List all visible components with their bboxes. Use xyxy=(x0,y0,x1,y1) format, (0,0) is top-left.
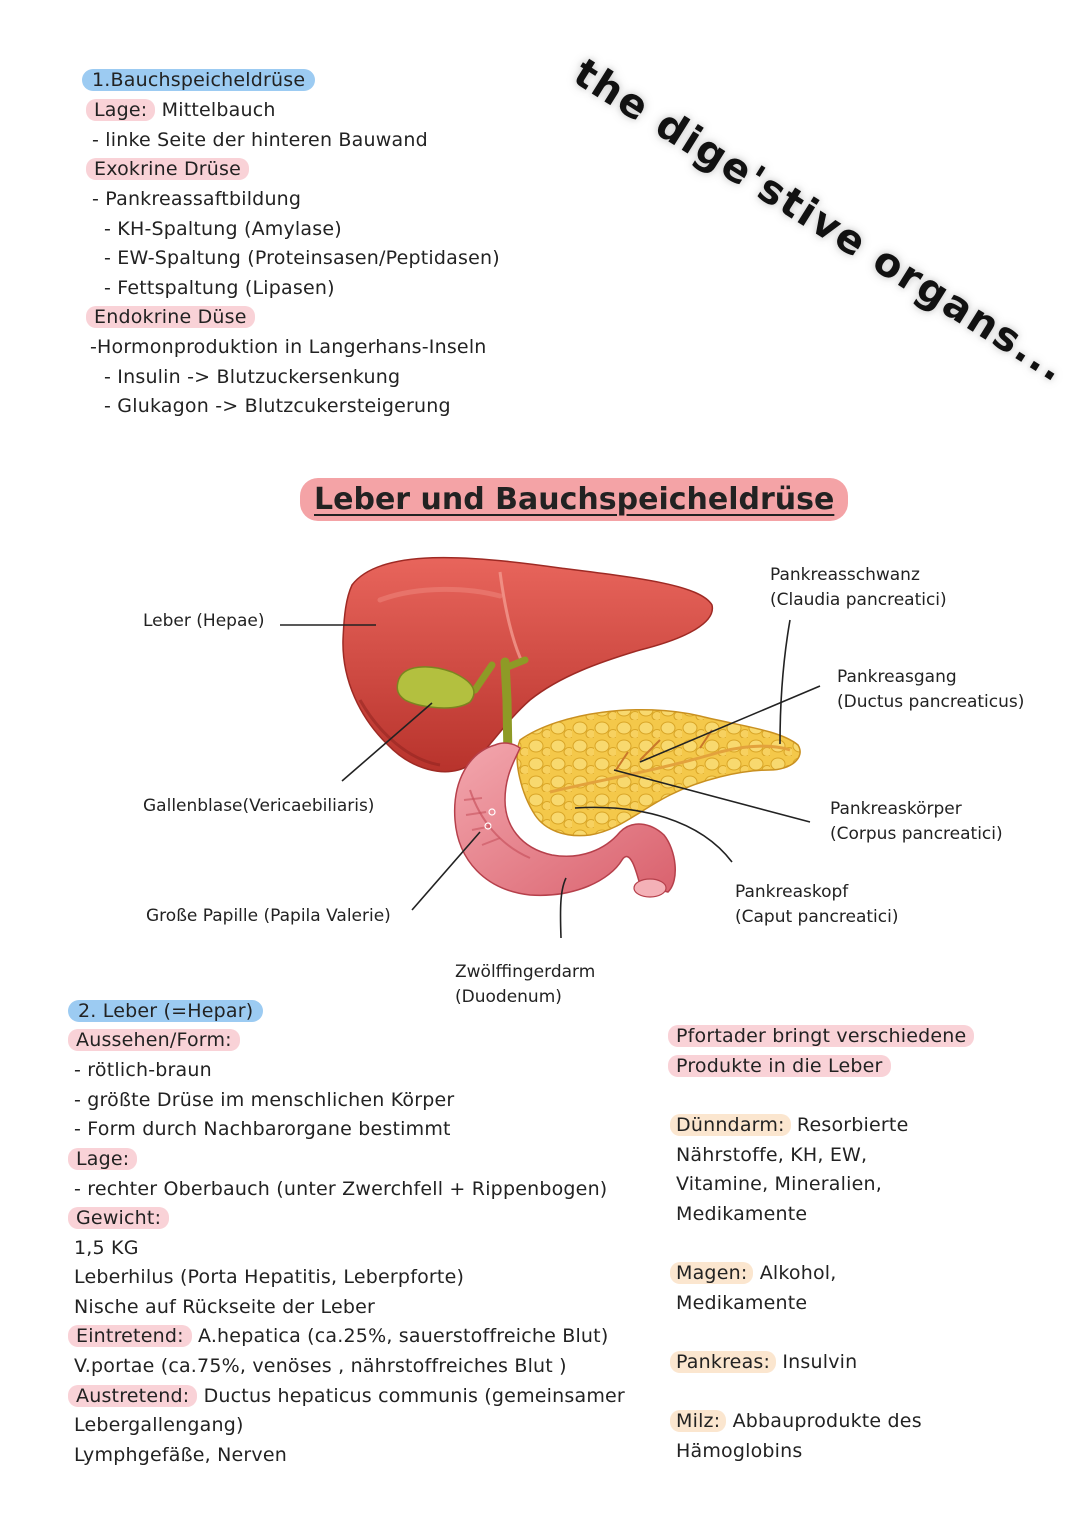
sidebar-duenndarm-line: Nährstoffe, KH, EW, xyxy=(676,1144,868,1166)
section2-aussehen-line: - Form durch Nachbarorgane bestimmt xyxy=(74,1118,451,1140)
section1-endo-line: - Insulin -> Blutzuckersenkung xyxy=(104,366,401,388)
label-pankreasschwanz-latin: (Claudia pancreatici) xyxy=(770,590,947,610)
stamp-title: the dige'stive organs... xyxy=(565,50,1075,392)
sidebar-pankreas: Pankreas: Insulvin xyxy=(670,1348,857,1376)
section2-hilus-line: Nische auf Rückseite der Leber xyxy=(74,1296,376,1318)
section1-exo-line: - Fettspaltung (Lipasen) xyxy=(104,277,335,299)
section1-exo-line: - EW-Spaltung (Proteinsasen/Peptidasen) xyxy=(104,247,500,269)
section2-gewicht-label: Gewicht: xyxy=(68,1204,169,1232)
sidebar-milz-line2: Hämoglobins xyxy=(676,1440,803,1462)
diagram-title: Leber und Bauchspeicheldrüse xyxy=(300,478,848,521)
label-pankreasschwanz: Pankreasschwanz xyxy=(770,565,920,585)
section2-aussehen-line: - größte Drüse im menschlichen Körper xyxy=(74,1089,455,1111)
section1-heading: 1.Bauchspeicheldrüse xyxy=(82,66,315,94)
label-papille: Große Papille (Papila Valerie) xyxy=(146,906,391,926)
label-duodenum-latin: (Duodenum) xyxy=(455,987,562,1007)
sidebar-duenndarm-line: Vitamine, Mineralien, xyxy=(676,1173,882,1195)
section2-hilus-line: Leberhilus (Porta Hepatitis, Leberpforte) xyxy=(74,1266,465,1288)
section2-gewicht-value: 1,5 KG xyxy=(74,1237,139,1259)
section2-eintretend: Eintretend: A.hepatica (ca.25%, sauerstoffreiche Blut) xyxy=(68,1322,608,1350)
label-pankreaskopf: Pankreaskopf xyxy=(735,882,849,902)
label-pankreasgang-latin: (Ductus pancreaticus) xyxy=(837,692,1025,712)
section1-exo-line: - KH-Spaltung (Amylase) xyxy=(104,218,342,240)
sidebar-milz: Milz: Abbauprodukte des xyxy=(670,1407,922,1435)
sidebar-pfortader-2: Produkte in die Leber xyxy=(668,1052,891,1080)
label-pankreaskoerper-latin: (Corpus pancreatici) xyxy=(830,824,1003,844)
section1-exo-line: - Pankreassaftbildung xyxy=(92,188,302,210)
sidebar-magen: Magen: Alkohol, xyxy=(670,1259,837,1287)
section2-aussehen-line: - rötlich-braun xyxy=(74,1059,212,1081)
section1-endo-label: Endokrine Düse xyxy=(86,303,255,331)
pancreas-shape xyxy=(517,710,800,836)
section2-austretend-line2: Lebergallengang) xyxy=(74,1414,244,1436)
label-duodenum: Zwölffingerdarm xyxy=(455,962,596,982)
section1-exo-label: Exokrine Drüse xyxy=(86,155,249,183)
label-leber: Leber (Hepae) xyxy=(143,611,265,631)
sidebar-pfortader-1: Pfortader bringt verschiedene xyxy=(668,1022,974,1050)
section2-lymph-line: Lymphgefäße, Nerven xyxy=(74,1444,288,1466)
label-pankreaskoerper: Pankreaskörper xyxy=(830,799,962,819)
section2-aussehen-label: Aussehen/Form: xyxy=(68,1026,240,1054)
section2-lage-label: Lage: xyxy=(68,1145,137,1173)
section1-lage: Lage: Mittelbauch xyxy=(86,96,276,124)
section1-endo-line: -Hormonproduktion in Langerhans-Inseln xyxy=(90,336,487,358)
section1-lage-line2: - linke Seite der hinteren Bauwand xyxy=(92,129,428,151)
sidebar-magen-line2: Medikamente xyxy=(676,1292,808,1314)
label-pankreasgang: Pankreasgang xyxy=(837,667,957,687)
section2-lage-line: - rechter Oberbauch (unter Zwerchfell + Rippenbogen) xyxy=(74,1178,608,1200)
sidebar-duenndarm: Dünndarm: Resorbierte xyxy=(670,1111,908,1139)
section2-portae-line: V.portae (ca.75%, venöses , nährstoffreiches Blut ) xyxy=(74,1355,567,1377)
label-gallenblase: Gallenblase(Vericaebiliaris) xyxy=(143,796,375,816)
section2-austretend: Austretend: Ductus hepaticus communis (gemeinsamer xyxy=(68,1382,625,1410)
label-pankreaskopf-latin: (Caput pancreatici) xyxy=(735,907,899,927)
section1-endo-line: - Glukagon -> Blutzcukersteigerung xyxy=(104,395,451,417)
sidebar-duenndarm-line: Medikamente xyxy=(676,1203,808,1225)
section2-heading: 2. Leber (=Hepar) xyxy=(68,997,263,1025)
